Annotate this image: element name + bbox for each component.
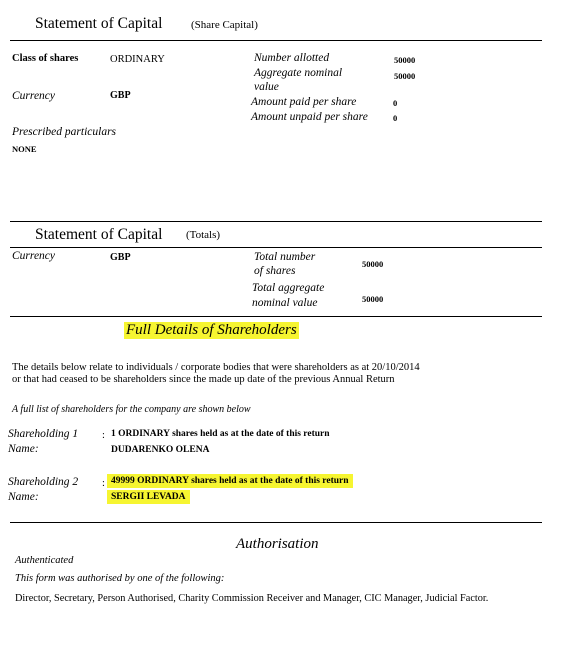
aggregate-nominal-label: Aggregate nominal xyxy=(254,67,343,79)
currency-value: GBP xyxy=(110,90,131,101)
shareholding-1-label: Shareholding 1 xyxy=(8,428,79,440)
prescribed-particulars-value: NONE xyxy=(12,144,37,154)
total-number-value: 50000 xyxy=(362,259,384,269)
capital-title: Statement of Capital xyxy=(35,15,163,32)
shareholders-top-rule xyxy=(10,316,542,317)
number-allotted-label: Number allotted xyxy=(254,52,330,64)
totals-title: Statement of Capital xyxy=(35,226,163,243)
totals-currency-label: Currency xyxy=(12,250,56,262)
shareholding-1-name: DUDARENKO OLENA xyxy=(111,445,210,455)
shareholders-intro-line-1: The details below relate to individuals / corporate bodies that were shareholders as at 20/10/2014 xyxy=(12,362,420,373)
totals-top-rule xyxy=(10,221,542,222)
total-aggregate-label-2: nominal value xyxy=(252,297,318,309)
amount-unpaid-value: 0 xyxy=(393,113,398,123)
shareholding-2-name: SERGII LEVADA xyxy=(107,490,190,504)
number-allotted-value: 50000 xyxy=(394,55,416,65)
authorisation-title: Authorisation xyxy=(236,536,319,552)
shareholders-list-note: A full list of shareholders for the company are shown below xyxy=(12,404,251,415)
totals-currency-value: GBP xyxy=(110,252,131,263)
class-of-shares-label: Class of shares xyxy=(12,53,79,64)
amount-unpaid-label: Amount unpaid per share xyxy=(251,111,368,123)
aggregate-nominal-label-2: value xyxy=(254,81,279,93)
aggregate-nominal-value: 50000 xyxy=(394,71,416,81)
authorised-roles-text: Director, Secretary, Person Authorised, Charity Commission Receiver and Manager, CIC Manager, Judicial Factor. xyxy=(15,593,489,604)
prescribed-particulars-label: Prescribed particulars xyxy=(12,126,117,138)
class-of-shares-value: ORDINARY xyxy=(110,54,165,65)
authenticated-label: Authenticated xyxy=(15,555,74,566)
total-aggregate-value: 50000 xyxy=(362,294,384,304)
authorised-by-text: This form was authorised by one of the following: xyxy=(15,573,225,584)
total-number-label-2: of shares xyxy=(254,265,296,277)
total-number-label: Total number xyxy=(254,251,316,263)
shareholding-1-name-label: Name: xyxy=(8,443,39,455)
shareholding-1-colon: : xyxy=(102,430,105,441)
shareholding-1-holding: 1 ORDINARY shares held as at the date of this return xyxy=(111,429,330,439)
shareholding-2-colon: : xyxy=(102,478,105,489)
totals-subtitle: (Totals) xyxy=(186,229,221,241)
shareholders-title: Full Details of Shareholders xyxy=(126,322,297,338)
shareholding-2-label: Shareholding 2 xyxy=(8,476,79,488)
currency-label: Currency xyxy=(12,90,56,102)
totals-mid-rule xyxy=(10,247,542,248)
capital-subtitle: (Share Capital) xyxy=(191,19,258,31)
total-aggregate-label: Total aggregate xyxy=(252,282,325,294)
amount-paid-value: 0 xyxy=(393,98,398,108)
shareholders-intro-line-2: or that had ceased to be shareholders since the made up date of the previous Annual Return xyxy=(12,374,395,385)
shareholding-2-holding: 49999 ORDINARY shares held as at the date of this return xyxy=(107,474,353,488)
amount-paid-label: Amount paid per share xyxy=(251,96,357,108)
shareholding-2-name-label: Name: xyxy=(8,491,39,503)
capital-top-rule xyxy=(10,40,542,41)
authorisation-top-rule xyxy=(10,522,542,523)
